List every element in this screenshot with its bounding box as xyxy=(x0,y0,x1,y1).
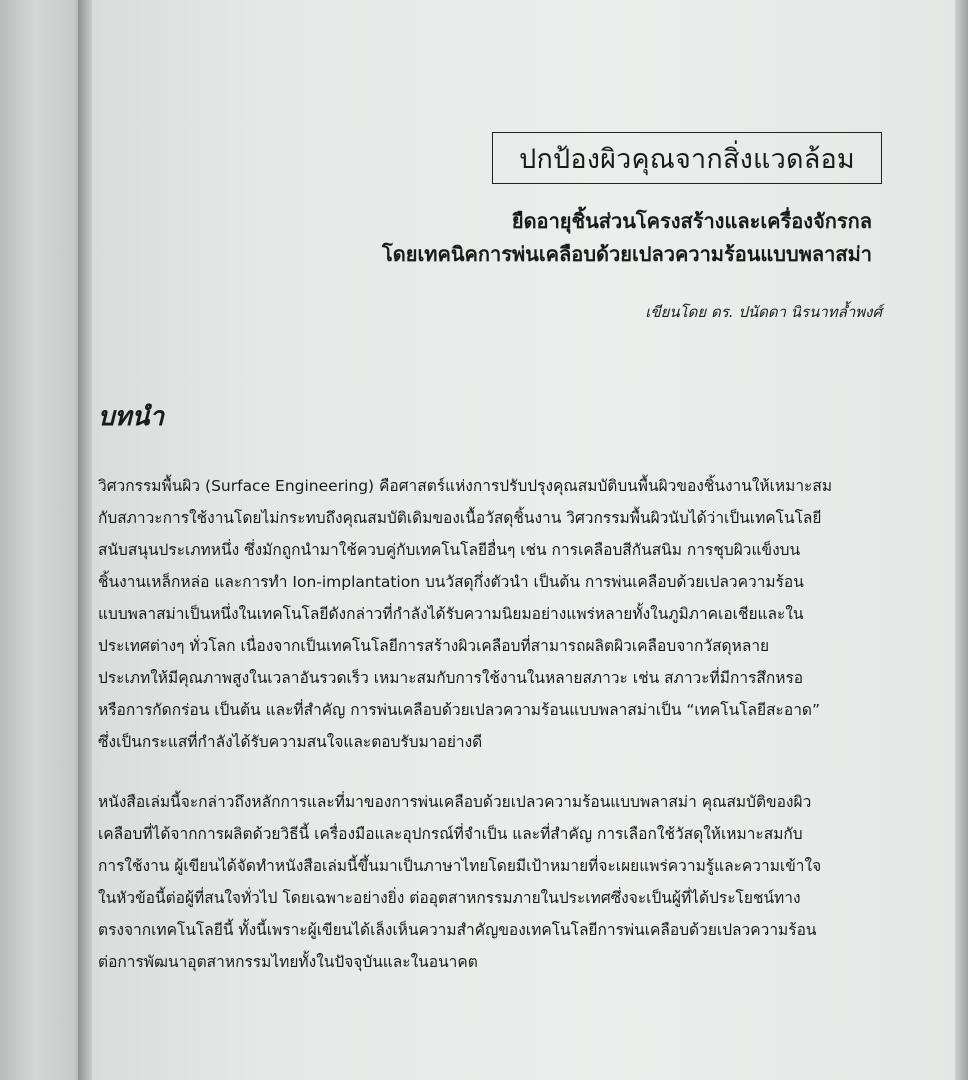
paragraph-line: วิศวกรรมพื้นผิว (Surface Engineering) คือศาสตร์แห่งการปรับปรุงคุณสมบัติบนพื้นผิวของชิ้นงานให้เหมาะสม xyxy=(98,477,833,495)
paragraph-line: ต่อการพัฒนาอุตสาหกรรมไทยทั้งในปัจจุบันและในอนาคต xyxy=(98,953,478,971)
subtitle-line-1: ยืดอายุชิ้นส่วนโครงสร้างและเครื่องจักรกล xyxy=(511,209,872,233)
paragraph-line: การใช้งาน ผู้เขียนได้จัดทำหนังสือเล่มนี้ขึ้นมาเป็นภาษาไทยโดยมีเป้าหมายที่จะเผยแพร่ความรู้และความเข้าใจ xyxy=(98,857,822,875)
paragraph-2 xyxy=(98,786,876,978)
paragraph-line: ชิ้นงานเหล็กหล่อ และการทำ Ion-implantation บนวัสดุกึ่งตัวนำ เป็นต้น การพ่นเคลือบด้วยเปลวความร้อน xyxy=(98,573,804,591)
subtitle-line-2: โดยเทคนิคการพ่นเคลือบด้วยเปลวความร้อนแบบพลาสม่า xyxy=(382,242,872,266)
facing-page xyxy=(0,0,86,1080)
paragraph-line: หนังสือเล่มนี้จะกล่าวถึงหลักการและที่มาของการพ่นเคลือบด้วยเปลวความร้อนแบบพลาสม่า คุณสมบัติของผิว xyxy=(98,793,812,811)
paragraph-line: หรือการกัดกร่อน เป็นต้น และที่สำคัญ การพ่นเคลือบด้วยเปลวความร้อนแบบพลาสม่าเป็น “เทคโนโลยีสะอาด” xyxy=(98,701,820,719)
author-line: เขียนโดย ดร. ปนัดดา นิรนาทล้ำพงศ์ xyxy=(645,303,882,321)
paragraph-line: แบบพลาสม่าเป็นหนึ่งในเทคโนโลยีดังกล่าวที่กำลังได้รับความนิยมอย่างแพร่หลายทั้งในภูมิภาคเอเชียและใน xyxy=(98,605,804,623)
paragraph-line: ซึ่งเป็นกระแสที่กำลังได้รับความสนใจและตอบรับมาอย่างดี xyxy=(98,733,483,751)
paragraph-line: กับสภาวะการใช้งานโดยไม่กระทบถึงคุณสมบัติเดิมของเนื้อวัสดุชิ้นงาน วิศวกรรมพื้นผิวนับได้ว่าเป็นเทคโนโลยี xyxy=(98,509,822,527)
paragraph-line: ประเภทให้มีคุณภาพสูงในเวลาอันรวดเร็ว เหมาะสมกับการใช้งานในหลายสภาวะ เช่น สภาวะที่มีการสึกหรอ xyxy=(98,669,804,687)
paragraph-1 xyxy=(98,470,876,758)
section-heading: บทนำ xyxy=(98,402,165,432)
paragraph-line: ตรงจากเทคโนโลยีนี้ ทั้งนี้เพราะผู้เขียนได้เล็งเห็นความสำคัญของเทคโนโลยีการพ่นเคลือบด้วยเปลวความร้อน xyxy=(98,921,817,939)
page-edge xyxy=(955,0,968,1080)
page-title: ปกป้องผิวคุณจากสิ่งแวดล้อม xyxy=(492,132,882,184)
book-page xyxy=(92,0,960,1080)
paragraph-line: สนับสนุนประเภทหนึ่ง ซึ่งมักถูกนำมาใช้ควบคู่กับเทคโนโลยีอื่นๆ เช่น การเคลือบสีกันสนิม การชุบผิวแข็งบน xyxy=(98,541,801,559)
paragraph-line: ประเทศต่างๆ ทั่วโลก เนื่องจากเป็นเทคโนโลยีการสร้างผิวเคลือบที่สามารถผลิตผิวเคลือบจากวัสดุหลาย xyxy=(98,637,770,655)
paragraph-line: เคลือบที่ได้จากการผลิตด้วยวิธีนี้ เครื่องมือและอุปกรณ์ที่จำเป็น และที่สำคัญ การเลือกใช้วัสดุให้เหมาะสมกับ xyxy=(98,825,803,843)
paragraph-line: ในหัวข้อนี้ต่อผู้ที่สนใจทั่วไป โดยเฉพาะอย่างยิ่ง ต่ออุตสาหกรรมภายในประเทศซึ่งจะเป็นผู้ที่ได้ประโยชน์ทาง xyxy=(98,889,801,907)
